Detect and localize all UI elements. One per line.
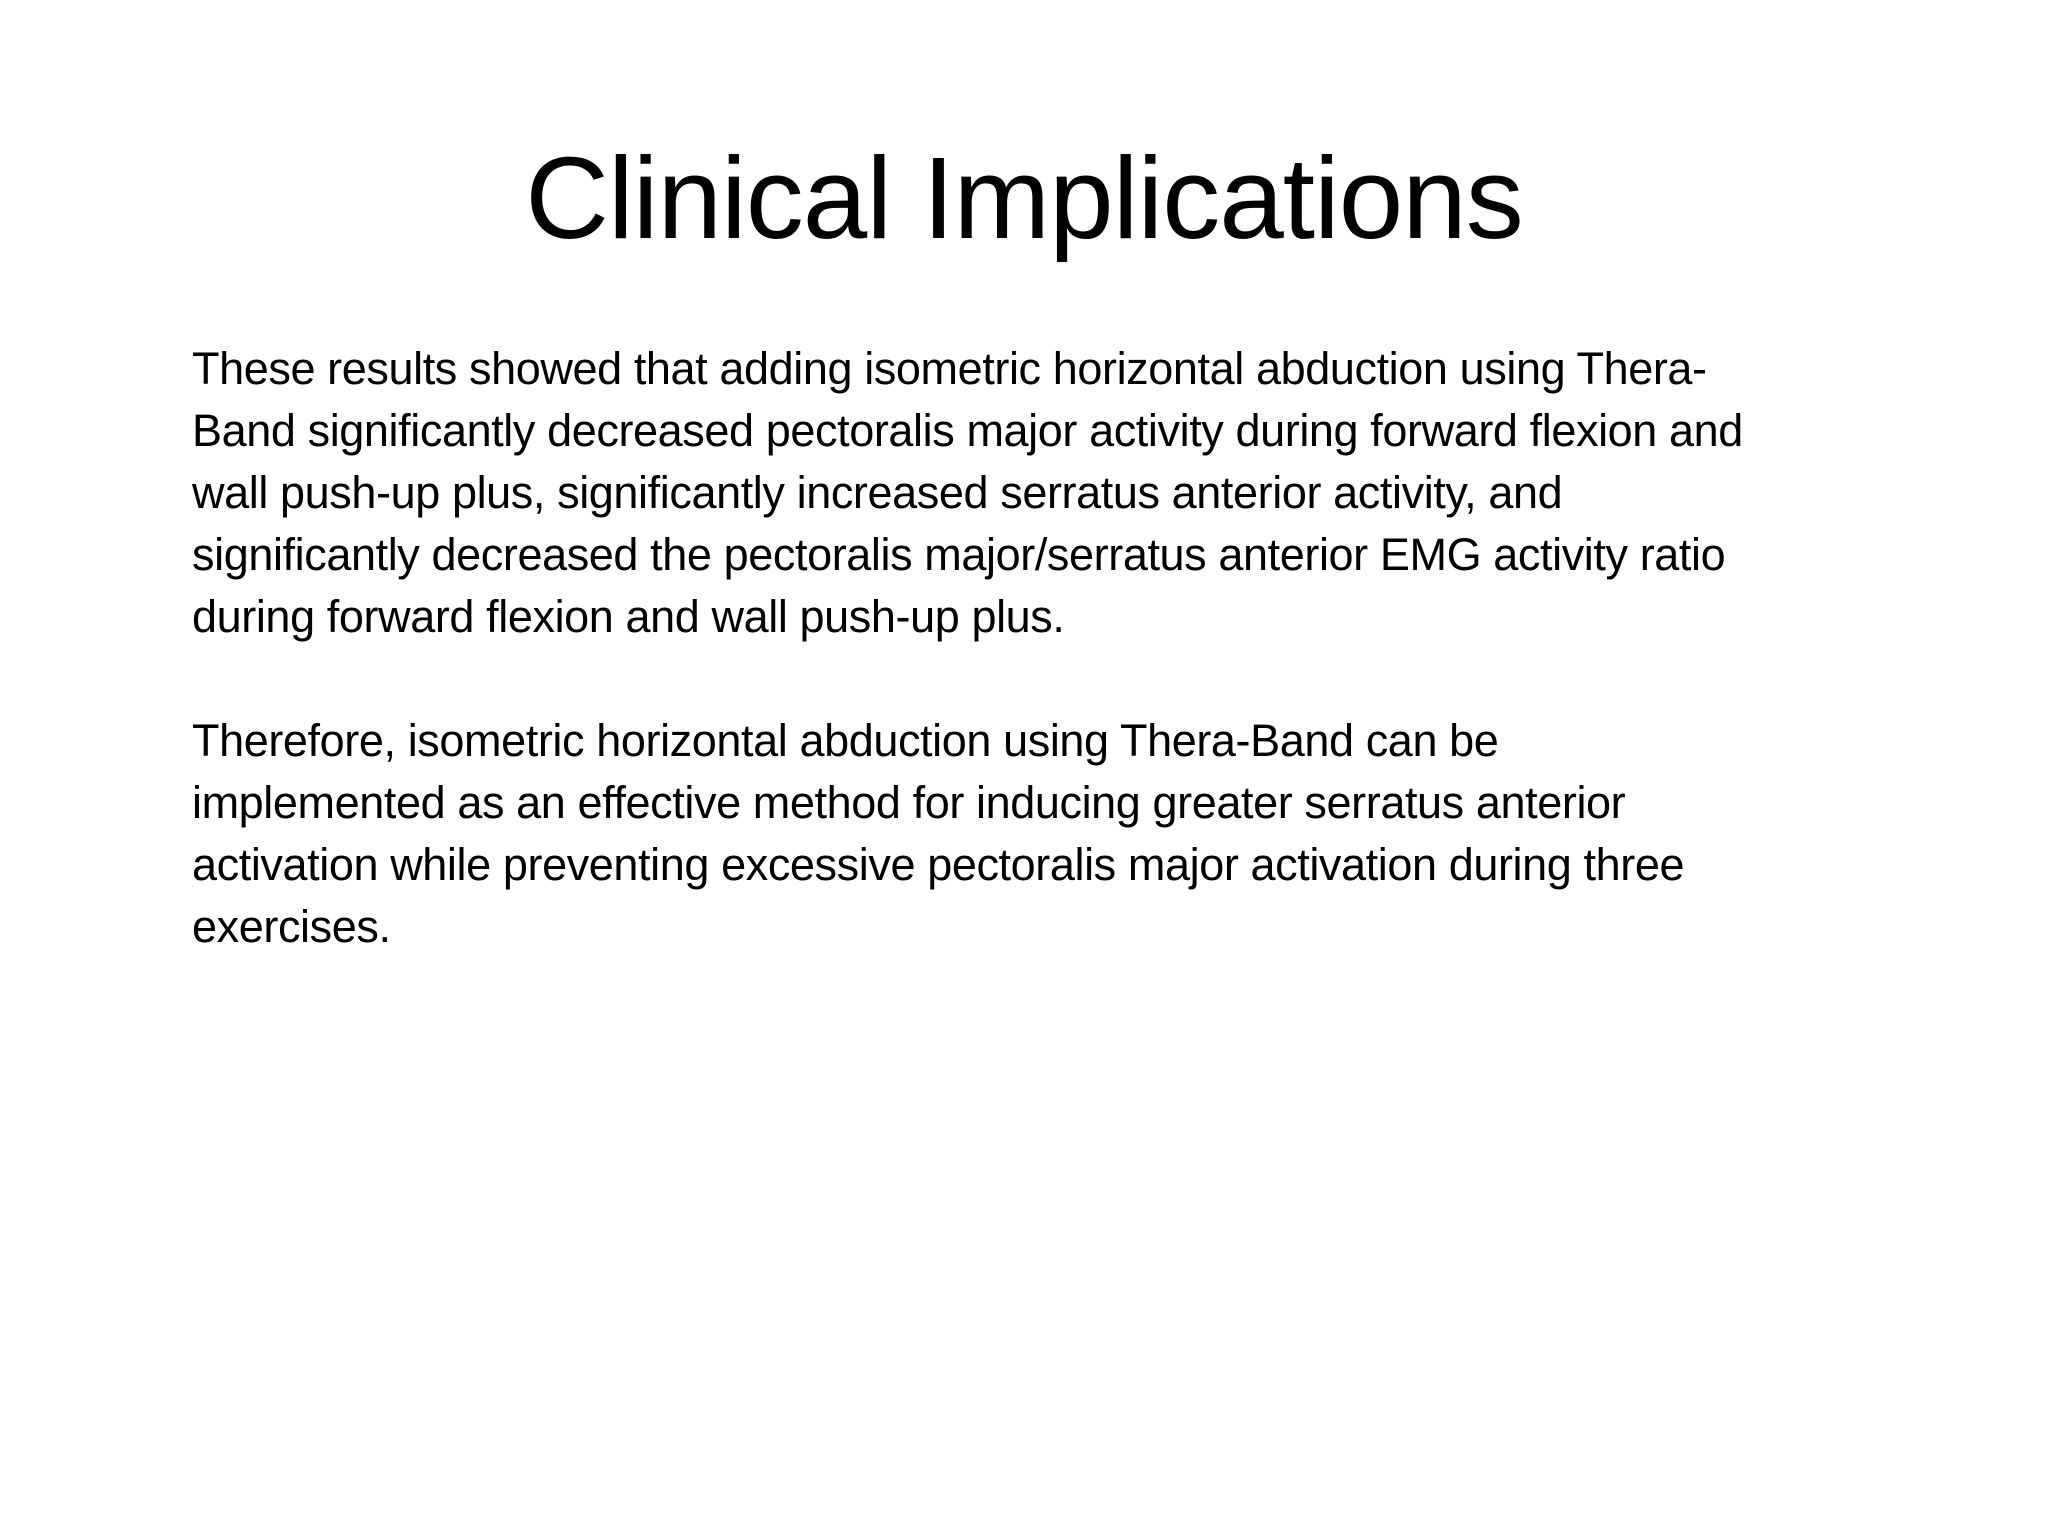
slide-body xyxy=(192,338,1912,958)
text-line: wall push-up plus, significantly increased serratus anterior activity, and xyxy=(192,467,1563,518)
slide-title: Clinical Implications xyxy=(525,133,1523,263)
conclusion-paragraph xyxy=(192,710,1912,958)
text-line: exercises. xyxy=(192,901,391,952)
text-line: implemented as an effective method for inducing greater serratus anterior xyxy=(192,777,1626,828)
text-line: Therefore, isometric horizontal abduction using Thera-Band can be xyxy=(192,715,1499,766)
text-line: activation while preventing excessive pectoralis major activation during three xyxy=(192,839,1685,890)
text-line: significantly decreased the pectoralis major/serratus anterior EMG activity ratio xyxy=(192,529,1726,580)
results-paragraph xyxy=(192,338,1912,648)
text-line: during forward flexion and wall push-up plus. xyxy=(192,591,1065,642)
text-line: Band significantly decreased pectoralis major activity during forward flexion and xyxy=(192,405,1743,456)
text-line: These results showed that adding isometric horizontal abduction using Thera- xyxy=(192,343,1707,394)
